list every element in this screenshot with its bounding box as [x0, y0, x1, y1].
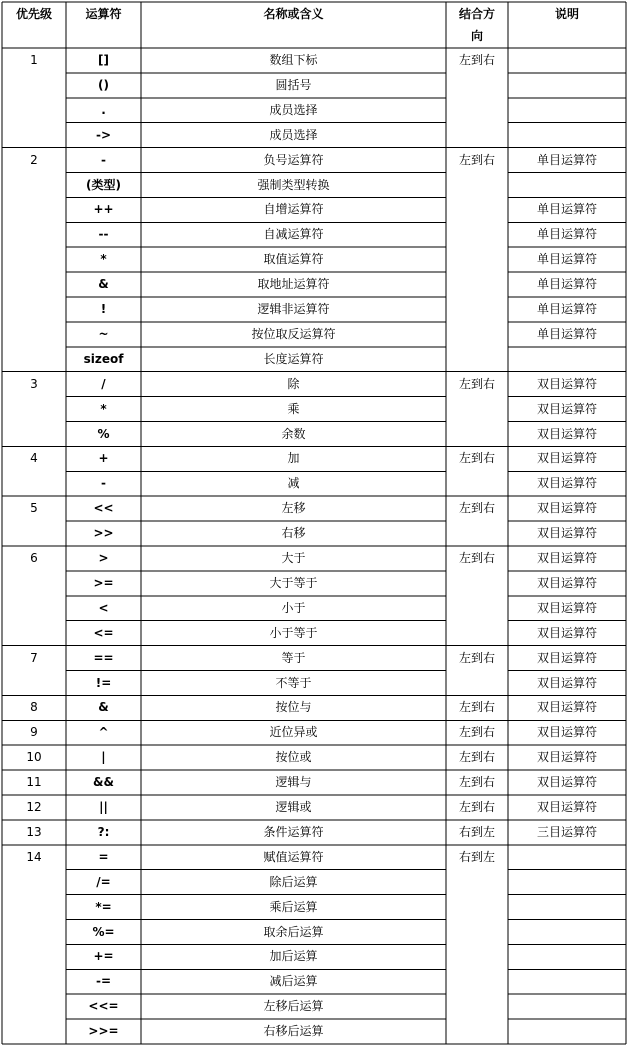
- operator-name: 大于等于: [269, 575, 318, 590]
- operator-note: 双目运算符: [536, 526, 597, 541]
- operator-note: 单目运算符: [536, 302, 597, 316]
- operator-note: [508, 48, 626, 73]
- operator-name: 左移: [281, 501, 306, 516]
- header-associativity: 结合方: [458, 7, 495, 21]
- header-note: 说明: [554, 7, 579, 21]
- operator-note: 三目运算符: [536, 824, 597, 839]
- operator-name: 乘: [287, 401, 300, 416]
- operator-name: 按位与: [275, 700, 312, 715]
- operator-note: [508, 845, 626, 870]
- operator-symbol: <<=: [88, 999, 119, 1014]
- operator-note: 单目运算符: [536, 202, 597, 217]
- priority-value: 7: [30, 650, 38, 665]
- operator-name: 取地址运算符: [257, 277, 330, 292]
- operator-symbol: (类型): [86, 177, 121, 192]
- operator-symbol: ==: [93, 650, 114, 665]
- operator-note: 双目运算符: [536, 451, 597, 466]
- associativity-value: 左到右: [458, 376, 495, 391]
- priority-value: 3: [30, 376, 38, 391]
- operator-note: [508, 123, 626, 148]
- operator-note: 双目运算符: [536, 551, 597, 565]
- operator-symbol: ||: [99, 800, 108, 814]
- operator-note: [508, 173, 626, 198]
- operator-note: [508, 944, 626, 969]
- header-priority: 优先级: [15, 7, 52, 21]
- header-operator: 运算符: [85, 7, 122, 21]
- operator-name: 除后运算: [269, 874, 318, 889]
- priority-value: 5: [30, 501, 38, 516]
- associativity-value: 左到右: [458, 501, 495, 516]
- operator-symbol: !: [100, 302, 107, 316]
- associativity-value: 左到右: [458, 650, 495, 665]
- associativity-value: 左到右: [458, 53, 495, 67]
- associativity-value: 左到右: [458, 451, 495, 466]
- operator-name: 长度运算符: [263, 351, 324, 366]
- operator-name: 余数: [281, 426, 306, 441]
- operator-symbol: --: [98, 227, 109, 242]
- operator-symbol: ~: [98, 326, 109, 341]
- operator-note: [508, 1019, 626, 1044]
- operator-note: 双目运算符: [536, 625, 597, 640]
- operator-name: 近位异或: [269, 725, 318, 740]
- priority-value: 1: [30, 53, 38, 67]
- operator-note: [508, 347, 626, 372]
- priority-value: 4: [30, 451, 38, 466]
- header-associativity-wrap: 向: [470, 29, 483, 43]
- operator-symbol: >>: [93, 526, 114, 541]
- operator-name: 除: [287, 376, 300, 391]
- priority-value: 14: [26, 849, 42, 864]
- operator-symbol: %=: [92, 924, 115, 939]
- operator-name: 逻辑非运算符: [257, 302, 330, 316]
- associativity-value: 左到右: [458, 750, 495, 765]
- operator-note: 双目运算符: [536, 700, 597, 715]
- associativity-value: 左到右: [458, 800, 495, 814]
- priority-value: 13: [26, 824, 42, 839]
- operator-symbol: +: [98, 451, 109, 466]
- operator-name: 减后运算: [269, 974, 318, 989]
- operator-note: 单目运算符: [536, 152, 597, 167]
- operator-name: 自增运算符: [263, 202, 324, 217]
- operator-name: 加后运算: [269, 949, 318, 964]
- operator-symbol: |: [101, 750, 106, 765]
- operator-symbol: ->: [95, 127, 112, 142]
- operator-name: 左移后运算: [263, 999, 324, 1014]
- operator-note: [508, 73, 626, 98]
- operator-symbol: !=: [95, 675, 112, 690]
- associativity-value: 右到左: [458, 824, 495, 839]
- operator-name: 负号运算符: [263, 152, 324, 167]
- priority-value: 2: [30, 152, 38, 167]
- operator-symbol: -: [101, 476, 106, 491]
- header-name: 名称或含义: [263, 7, 324, 21]
- operator-name: 加: [287, 451, 300, 466]
- operator-name: 圆括号: [275, 77, 312, 92]
- operator-note: [508, 994, 626, 1019]
- operator-note: 双目运算符: [536, 650, 597, 665]
- operator-note: 双目运算符: [536, 376, 597, 391]
- operator-symbol: <: [98, 600, 109, 615]
- operator-symbol: &: [98, 700, 109, 715]
- operator-name: 数组下标: [269, 53, 318, 67]
- associativity-value: 左到右: [458, 700, 495, 715]
- operator-name: 取余后运算: [263, 924, 324, 939]
- operator-symbol: .: [101, 102, 106, 117]
- operator-note: 双目运算符: [536, 476, 597, 491]
- operator-name: 自减运算符: [263, 227, 324, 242]
- operator-name: 逻辑或: [275, 800, 312, 814]
- operator-symbol: >: [98, 551, 109, 565]
- operator-symbol: &&: [93, 775, 114, 790]
- priority-value: 9: [30, 725, 38, 740]
- operator-symbol: (): [98, 77, 109, 92]
- operator-name: 等于: [281, 650, 306, 665]
- operator-symbol: &: [98, 277, 109, 292]
- operator-note: [508, 98, 626, 123]
- operator-note: 双目运算符: [536, 750, 597, 765]
- operator-symbol: ?:: [97, 824, 110, 839]
- operator-note: 双目运算符: [536, 775, 597, 790]
- operator-symbol: =: [98, 849, 109, 864]
- priority-value: 10: [26, 750, 42, 765]
- operator-symbol: sizeof: [83, 351, 124, 366]
- operator-note: 单目运算符: [536, 252, 597, 267]
- operator-symbol: *=: [95, 899, 112, 914]
- operator-name: 减: [287, 476, 300, 491]
- associativity-value: 左到右: [458, 775, 495, 790]
- operator-name: 右移: [281, 526, 306, 541]
- operator-name: 大于: [281, 551, 306, 565]
- operator-note: 双目运算符: [536, 426, 597, 441]
- operator-name: 按位或: [275, 750, 312, 765]
- operator-name: 成员选择: [269, 127, 318, 142]
- operator-symbol: <=: [93, 625, 114, 640]
- operator-symbol: /=: [96, 874, 111, 889]
- operator-symbol: <<: [93, 501, 114, 516]
- operator-name: 不等于: [275, 675, 312, 690]
- priority-value: 12: [26, 800, 42, 814]
- operator-note: 单目运算符: [536, 326, 597, 341]
- operator-note: 单目运算符: [536, 227, 597, 242]
- operator-name: 强制类型转换: [257, 177, 330, 192]
- operator-note: [508, 920, 626, 945]
- associativity-value: 右到左: [458, 849, 495, 864]
- operator-note: 双目运算符: [536, 501, 597, 516]
- operator-note: 双目运算符: [536, 401, 597, 416]
- operator-note: [508, 870, 626, 895]
- priority-value: 6: [30, 551, 38, 565]
- operator-symbol: -=: [95, 974, 112, 989]
- operator-symbol: +=: [93, 949, 114, 964]
- operator-symbol: ++: [93, 202, 114, 217]
- operator-note: 双目运算符: [536, 725, 597, 740]
- operator-symbol: *: [100, 401, 107, 416]
- operator-note: [508, 895, 626, 920]
- operator-symbol: *: [100, 252, 107, 267]
- operator-note: 双目运算符: [536, 575, 597, 590]
- operator-note: 双目运算符: [536, 675, 597, 690]
- associativity-value: 左到右: [458, 551, 495, 565]
- operator-name: 按位取反运算符: [251, 326, 336, 341]
- operator-name: 右移后运算: [263, 1024, 324, 1039]
- operator-name: 逻辑与: [275, 775, 312, 790]
- operator-symbol: []: [98, 53, 109, 67]
- operator-note: 双目运算符: [536, 600, 597, 615]
- operator-name: 小于: [281, 600, 306, 615]
- operator-name: 乘后运算: [269, 899, 318, 914]
- priority-value: 8: [30, 700, 38, 715]
- operator-symbol: /: [101, 376, 106, 391]
- operator-note: 单目运算符: [536, 277, 597, 292]
- operator-symbol: ^: [98, 725, 109, 740]
- priority-value: 11: [26, 775, 42, 790]
- associativity-value: 左到右: [458, 725, 495, 740]
- operator-symbol: -: [101, 152, 106, 167]
- operator-symbol: >>=: [88, 1024, 119, 1039]
- operator-name: 成员选择: [269, 102, 318, 117]
- operator-name: 赋值运算符: [263, 849, 324, 864]
- operator-note: 双目运算符: [536, 800, 597, 814]
- associativity-value: 左到右: [458, 152, 495, 167]
- operator-name: 条件运算符: [263, 824, 324, 839]
- operator-name: 小于等于: [269, 625, 318, 640]
- operator-symbol: %: [97, 426, 110, 441]
- operator-name: 取值运算符: [263, 252, 324, 267]
- operator-note: [508, 969, 626, 994]
- operator-symbol: >=: [93, 575, 114, 590]
